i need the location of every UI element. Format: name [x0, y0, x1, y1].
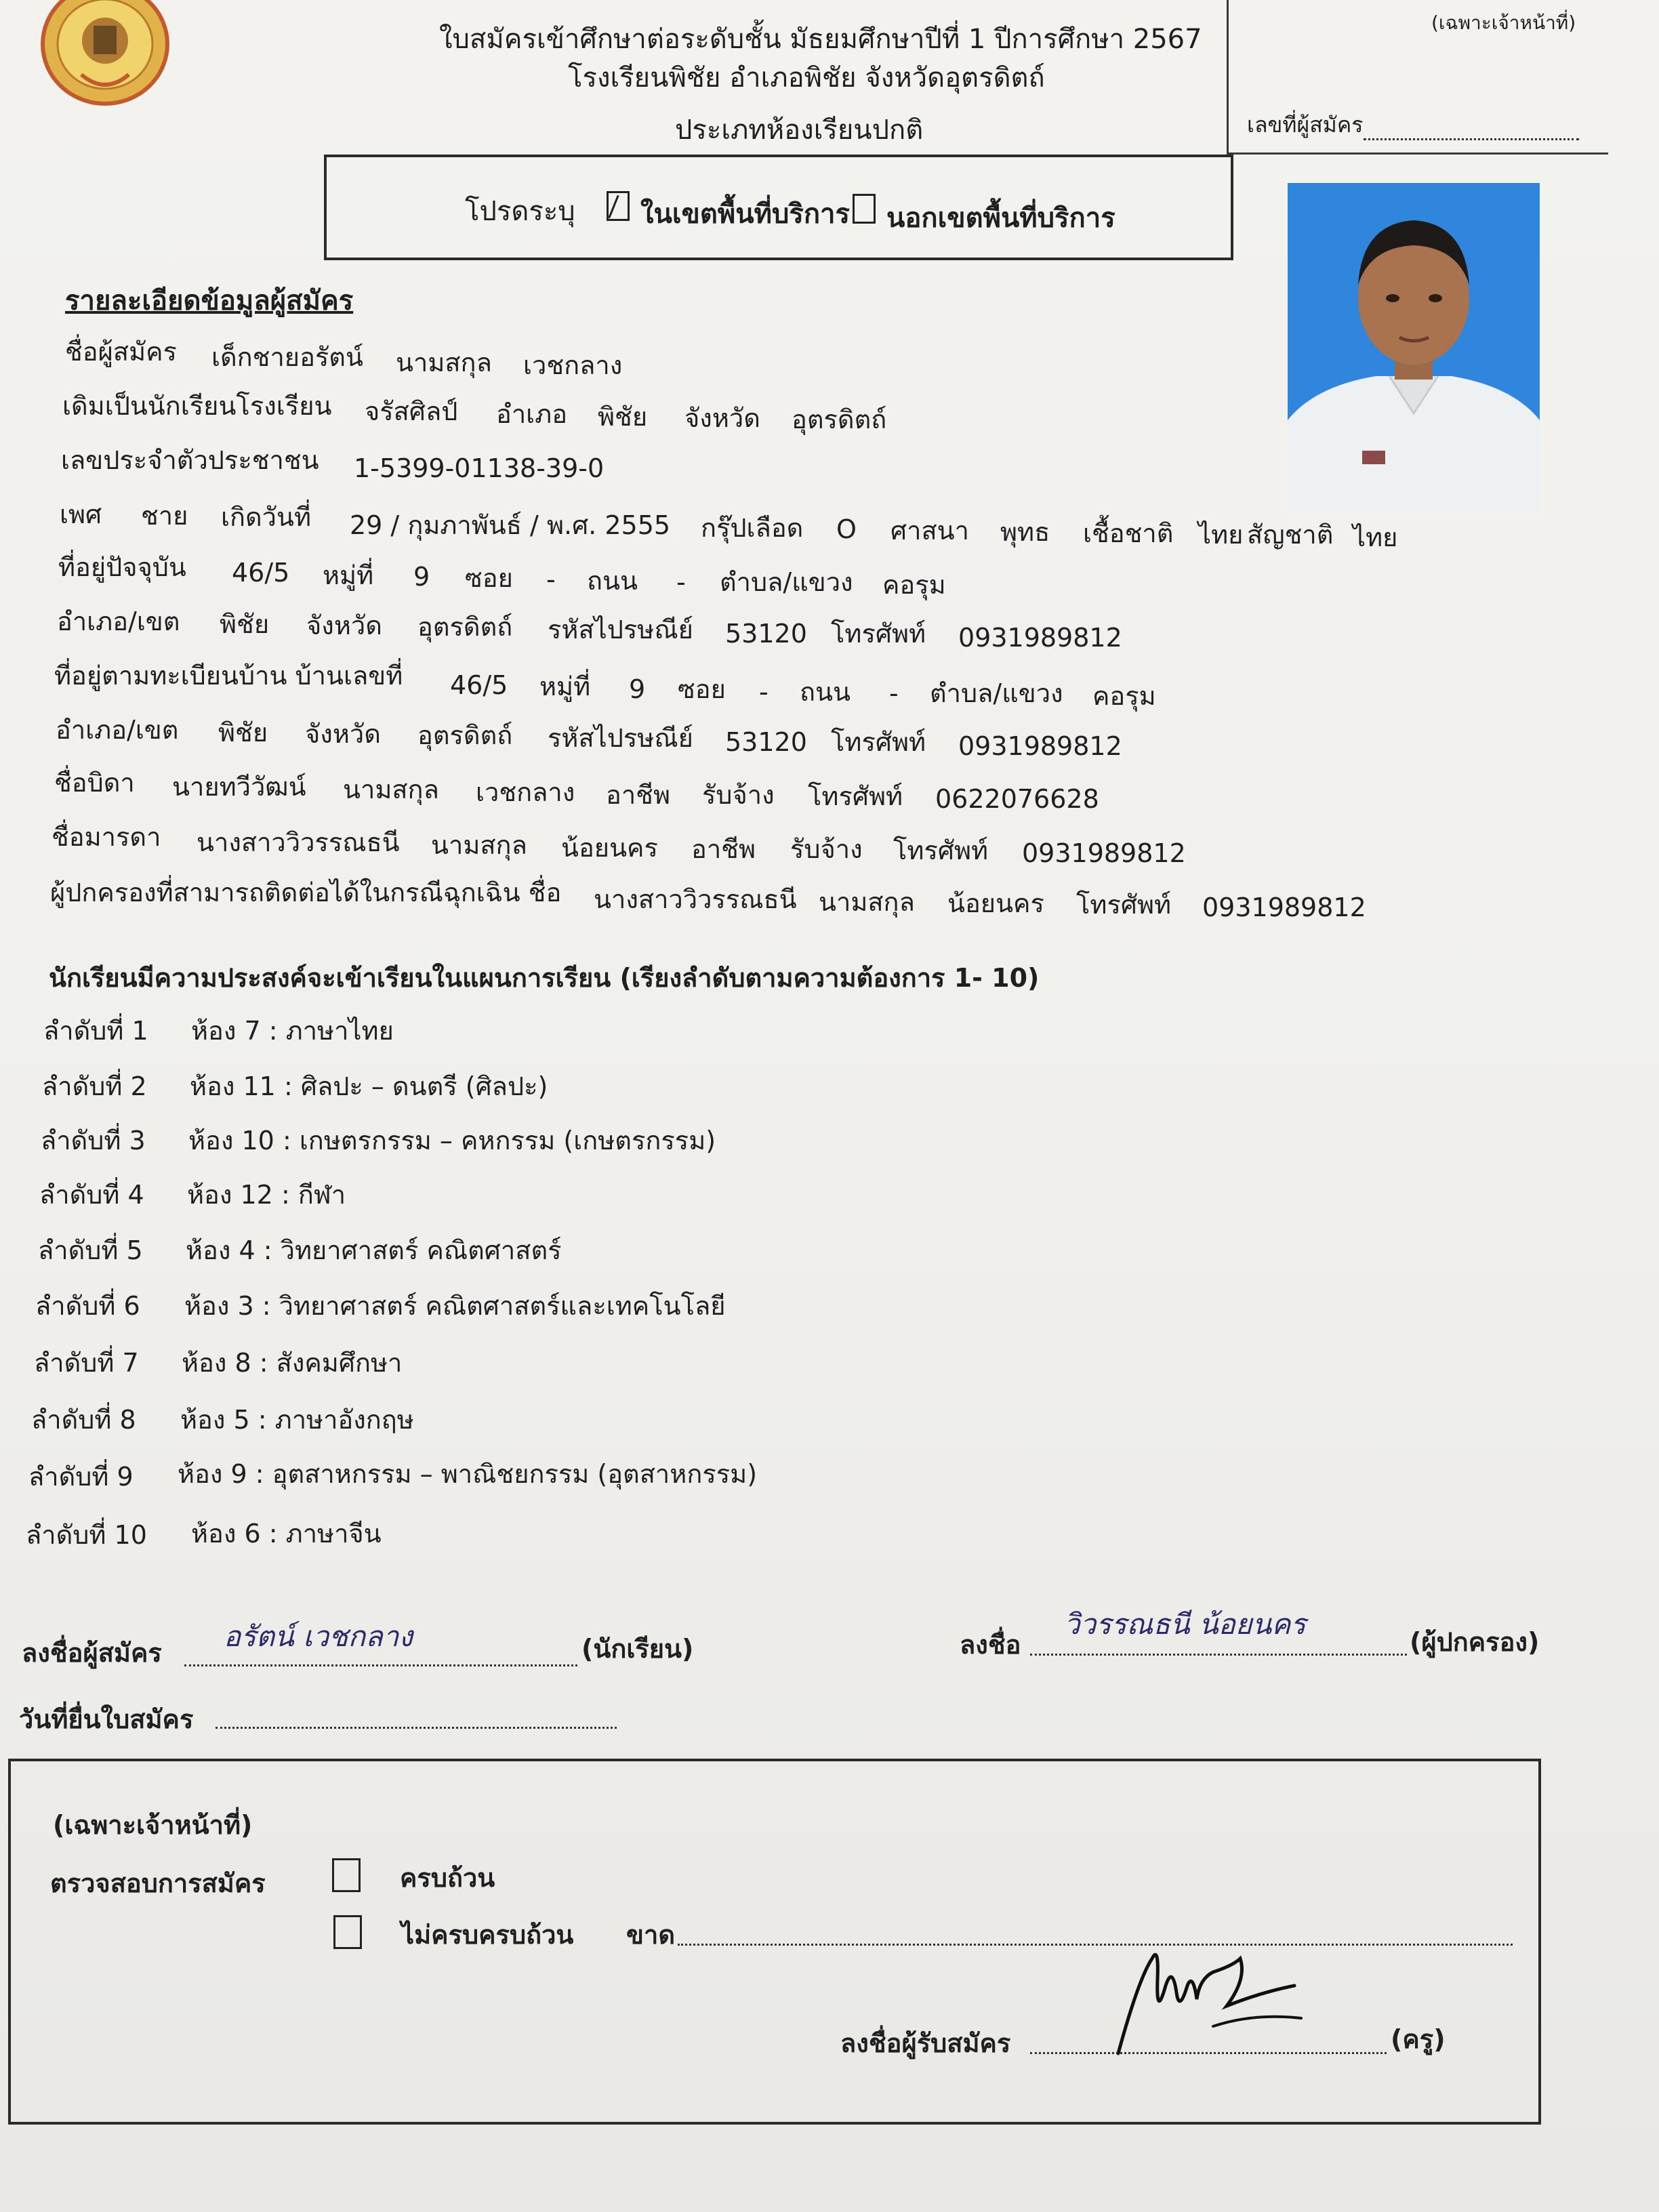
- applicant-photo: [1288, 183, 1540, 512]
- preference-room: ห้อง 4 : วิทยาศาสตร์ คณิตศาสตร์: [186, 1235, 562, 1265]
- guardian-name-value: นางสาววิวรรณธนี: [594, 884, 797, 914]
- receiver-signature-scribble: [1111, 1938, 1315, 2060]
- religion-value: พุทธ: [1000, 517, 1050, 547]
- in-area-label: ในเขตพื้นที่บริการ: [640, 199, 850, 230]
- nationality-label: สัญชาติ: [1247, 520, 1334, 550]
- current-phone-value: 0931989812: [958, 623, 1122, 653]
- registered-tambon-value: คอรุม: [1092, 681, 1156, 711]
- registered-road-label: ถนน: [800, 677, 851, 707]
- missing-items-field[interactable]: [678, 1944, 1513, 1946]
- applicant-name-label: ชื่อผู้สมัคร: [65, 337, 177, 367]
- mother-phone-value: 0931989812: [1022, 838, 1186, 868]
- applicant-number-field[interactable]: [1364, 138, 1579, 140]
- mother-job-value: รับจ้าง: [790, 834, 863, 864]
- school-district-value: พิชัย: [598, 402, 648, 432]
- missing-label: ขาด: [626, 1920, 675, 1950]
- mother-surname-label: นามสกุล: [431, 830, 527, 860]
- current-postal-label: รหัสไปรษณีย์: [548, 615, 693, 644]
- preference-order: ลำดับที่ 9: [28, 1462, 134, 1492]
- receiver-signature-label: ลงชื่อผู้รับสมัคร: [840, 2028, 1011, 2058]
- father-job-label: อาชีพ: [606, 780, 670, 810]
- nationality-value: ไทย: [1353, 523, 1398, 552]
- out-area-label: นอกเขตพื้นที่บริการ: [886, 203, 1115, 234]
- current-province-value: อุตรดิตถ์: [417, 612, 513, 642]
- in-area-checkbox[interactable]: [607, 191, 630, 221]
- applicant-signature-handwriting: อรัตน์ เวชกลาง: [224, 1620, 413, 1653]
- applicant-number-label: เลขที่ผู้สมัคร: [1247, 112, 1364, 138]
- preference-room: ห้อง 10 : เกษตรกรรม – คหกรรม (เกษตรกรรม): [188, 1126, 716, 1155]
- guardian-signature-label: ลงชื่อ: [960, 1630, 1021, 1660]
- preference-room: ห้อง 11 : ศิลปะ – ดนตรี (ศิลปะ): [190, 1071, 548, 1101]
- school-province-label: จังหวัด: [684, 403, 760, 433]
- current-amphoe-label: อำเภอ/เขต: [57, 607, 180, 636]
- blood-value: O: [836, 514, 857, 544]
- preference-room: ห้อง 5 : ภาษาอังกฤษ: [180, 1405, 414, 1435]
- current-soi-label: ซอย: [465, 563, 513, 593]
- preference-order: ลำดับที่ 5: [38, 1235, 143, 1265]
- out-area-checkbox[interactable]: [853, 194, 876, 224]
- current-house-value: 46/5: [232, 558, 290, 588]
- school-seal-logo: [41, 0, 183, 112]
- guardian-phone-label: โทรศัพท์: [1076, 890, 1172, 920]
- race-value: ไทย: [1198, 520, 1244, 550]
- receiver-signature-suffix: (ครู): [1391, 2024, 1446, 2054]
- registered-postal-value: 53120: [725, 727, 807, 757]
- guardian-label: ผู้ปกครองที่สามารถติดต่อได้ในกรณีฉุกเฉิน ชื่อ: [50, 878, 562, 907]
- registered-province-label: จังหวัด: [305, 719, 381, 749]
- applicant-surname-label: นามสกุล: [396, 348, 492, 377]
- preference-room: ห้อง 6 : ภาษาจีน: [191, 1519, 382, 1549]
- form-title: ใบสมัครเข้าศึกษาต่อระดับชั้น มัธยมศึกษาปีที่ 1 ปีการศึกษา 2567: [439, 24, 1202, 55]
- registered-phone-label: โทรศัพท์: [831, 727, 926, 757]
- father-name-value: นายทวีวัฒน์: [172, 772, 306, 802]
- sex-value: ชาย: [141, 501, 188, 531]
- registered-road-value: -: [889, 678, 899, 708]
- registered-amphoe-label: อำเภอ/เขต: [56, 715, 179, 745]
- school-district-label: อำเภอ: [496, 399, 568, 429]
- applicant-signature-line[interactable]: [184, 1664, 577, 1666]
- father-job-value: รับจ้าง: [702, 780, 775, 810]
- registered-soi-value: -: [759, 677, 769, 707]
- registered-moo-value: 9: [629, 674, 646, 704]
- applicant-name-value: เด็กชายอรัตน์: [211, 342, 363, 372]
- registered-phone-value: 0931989812: [958, 731, 1122, 761]
- birth-label: เกิดวันที่: [221, 502, 312, 532]
- applicant-signature-label: ลงชื่อผู้สมัคร: [22, 1638, 162, 1668]
- current-moo-value: 9: [413, 562, 430, 592]
- preference-room: ห้อง 7 : ภาษาไทย: [191, 1016, 394, 1046]
- former-school-value: จรัสศิลป์: [365, 396, 458, 426]
- preference-order: ลำดับที่ 8: [31, 1405, 136, 1435]
- mother-surname-value: น้อยนคร: [561, 833, 658, 863]
- sex-label: เพศ: [60, 499, 102, 529]
- preference-room: ห้อง 9 : อุตสาหกรรม – พาณิชยกรรม (อุตสาหกรรม): [178, 1459, 758, 1489]
- mother-job-label: อาชีพ: [691, 834, 756, 864]
- current-tambon-label: ตำบล/แขวง: [720, 567, 853, 597]
- registered-amphoe-value: พิชัย: [218, 718, 268, 747]
- applicant-section-title: รายละเอียดข้อมูลผู้สมัคร: [65, 285, 354, 316]
- current-postal-value: 53120: [725, 619, 807, 649]
- guardian-signature-handwriting: วิวรรณธนี น้อยนคร: [1064, 1607, 1306, 1641]
- guardian-phone-value: 0931989812: [1202, 893, 1366, 922]
- incomplete-label: ไม่ครบครบถ้วน: [401, 1920, 574, 1950]
- guardian-signature-suffix: (ผู้ปกครอง): [1410, 1627, 1540, 1657]
- registered-postal-label: รหัสไปรษณีย์: [548, 723, 693, 753]
- current-phone-label: โทรศัพท์: [831, 619, 926, 649]
- current-road-label: ถนน: [587, 566, 638, 596]
- incomplete-checkbox[interactable]: [333, 1915, 362, 1949]
- blood-label: กรุ๊ปเลือด: [701, 513, 804, 543]
- guardian-surname-label: นามสกุล: [819, 887, 915, 917]
- registered-moo-label: หมู่ที่: [539, 672, 591, 701]
- preference-order: ลำดับที่ 2: [42, 1071, 147, 1101]
- current-road-value: -: [676, 567, 686, 597]
- applicant-signature-suffix: (นักเรียน): [581, 1634, 694, 1664]
- preference-order: ลำดับที่ 6: [35, 1291, 140, 1321]
- citizen-id-label: เลขประจำตัวประชาชน: [61, 445, 319, 475]
- applicant-surname-value: เวชกลาง: [523, 350, 623, 380]
- area-prompt: โปรดระบุ: [465, 196, 575, 227]
- preference-order: ลำดับที่ 7: [34, 1348, 139, 1378]
- race-label: เชื้อชาติ: [1083, 518, 1174, 548]
- religion-label: ศาสนา: [890, 516, 969, 546]
- school-province-value: อุตรดิตถ์: [792, 405, 887, 434]
- mother-phone-label: โทรศัพท์: [893, 836, 989, 865]
- registered-address-label: ที่อยู่ตามทะเบียนบ้าน บ้านเลขที่: [54, 661, 403, 691]
- citizen-id-value: 1-5399-01138-39-0: [354, 453, 605, 483]
- preference-order: ลำดับที่ 3: [41, 1126, 146, 1155]
- preferences-heading: นักเรียนมีความประสงค์จะเข้าเรียนในแผนการเรียน (เรียงลำดับตามความต้องการ 1- 10): [49, 963, 1040, 993]
- check-application-label: ตรวจสอบการสมัคร: [50, 1868, 266, 1898]
- former-school-label: เดิมเป็นนักเรียนโรงเรียน: [62, 391, 332, 421]
- registered-tambon-label: ตำบล/แขวง: [930, 678, 1063, 708]
- complete-checkbox[interactable]: [332, 1858, 361, 1892]
- father-phone-value: 0622076628: [935, 784, 1099, 814]
- birth-value: 29 / กุมภาพันธ์ / พ.ศ. 2555: [350, 510, 671, 540]
- preference-room: ห้อง 12 : กีฬา: [187, 1180, 346, 1210]
- father-surname-value: เวชกลาง: [476, 777, 575, 807]
- submit-date-field[interactable]: [216, 1727, 617, 1729]
- current-moo-label: หมู่ที่: [323, 560, 374, 590]
- current-tambon-value: คอรุม: [882, 570, 946, 600]
- current-address-label: ที่อยู่ปัจจุบัน: [58, 552, 186, 582]
- complete-label: ครบถ้วน: [400, 1863, 495, 1893]
- registered-province-value: อุตรดิตถ์: [417, 720, 513, 750]
- mother-label: ชื่อมารดา: [52, 822, 161, 852]
- registered-soi-label: ซอย: [678, 674, 726, 704]
- guardian-surname-value: น้อยนคร: [947, 888, 1044, 918]
- submit-date-label: วันที่ยื่นใบสมัคร: [19, 1704, 194, 1734]
- preference-order: ลำดับที่ 10: [26, 1520, 147, 1550]
- registered-house-value: 46/5: [450, 670, 508, 700]
- preference-order: ลำดับที่ 1: [43, 1016, 148, 1046]
- preference-room: ห้อง 8 : สังคมศึกษา: [182, 1348, 403, 1378]
- room-type: ประเภทห้องเรียนปกติ: [675, 115, 924, 146]
- mother-name-value: นางสาววิวรรณธนี: [197, 827, 400, 857]
- staff-section-title: (เฉพาะเจ้าหน้าที่): [53, 1810, 253, 1840]
- father-surname-label: นามสกุล: [343, 775, 439, 804]
- father-label: ชื่อบิดา: [54, 768, 135, 798]
- applicant-portrait-image: [1288, 183, 1540, 512]
- preference-room: ห้อง 3 : วิทยาศาสตร์ คณิตศาสตร์และเทคโนโลยี: [184, 1291, 726, 1321]
- current-province-label: จังหวัด: [306, 611, 382, 640]
- guardian-signature-line[interactable]: [1030, 1654, 1407, 1656]
- current-amphoe-value: พิชัย: [220, 609, 270, 639]
- preference-order: ลำดับที่ 4: [39, 1180, 144, 1210]
- school-name: โรงเรียนพิชัย อำเภอพิชัย จังหวัดอุตรดิตถ์: [568, 62, 1045, 94]
- father-phone-label: โทรศัพท์: [808, 781, 903, 811]
- current-soi-value: -: [546, 565, 556, 594]
- staff-only-note: (เฉพาะเจ้าหน้าที่): [1431, 12, 1576, 34]
